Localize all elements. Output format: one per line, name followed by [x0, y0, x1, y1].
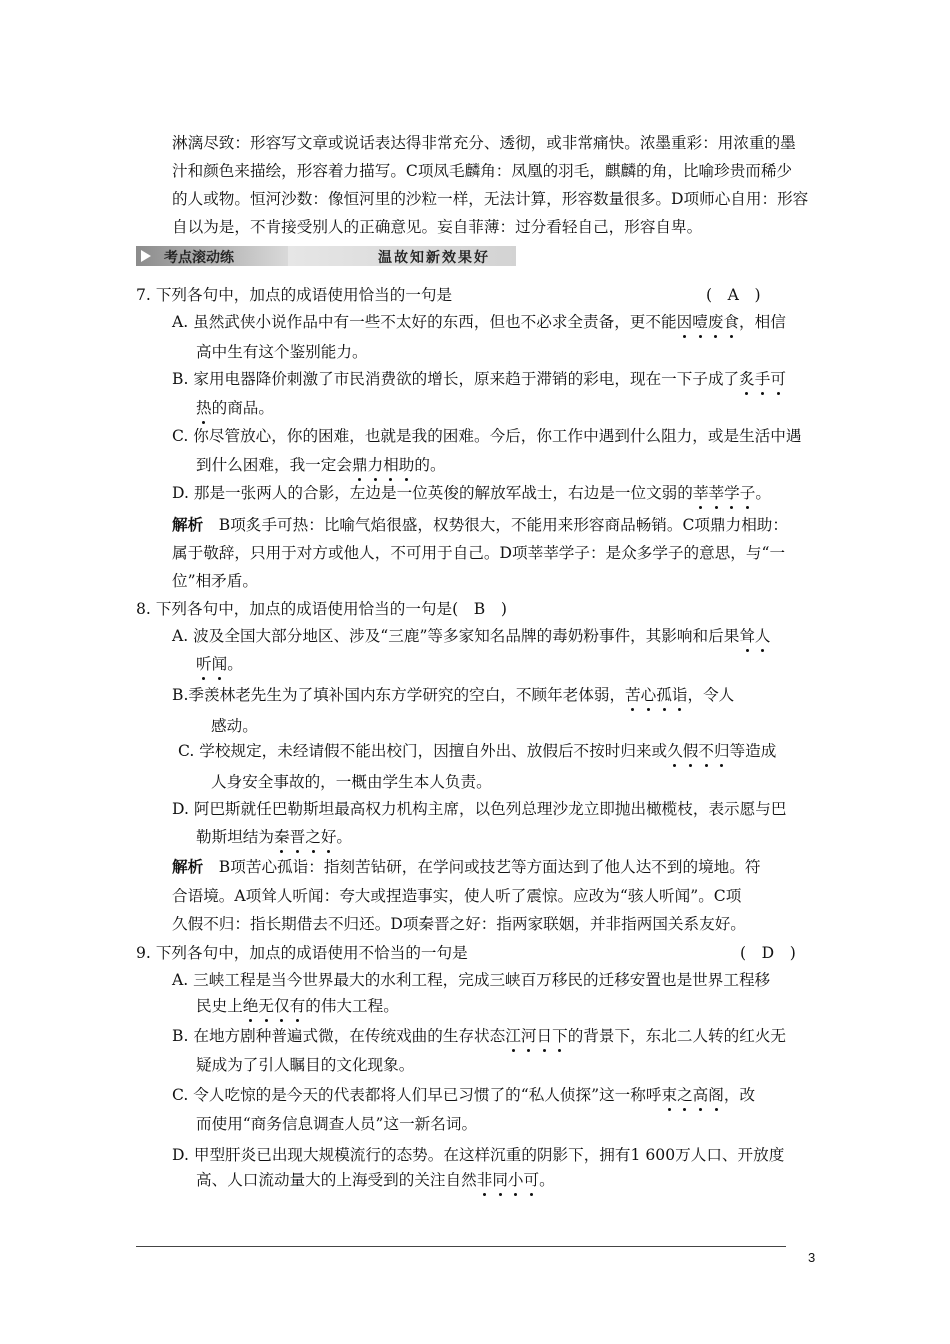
emphasis-char: 高	[692, 1086, 709, 1104]
emphasis-char: 助	[398, 456, 415, 474]
footer-rule	[136, 1246, 786, 1247]
q8-option-d-idiom	[274, 828, 336, 846]
q7-option-a-idiom	[677, 313, 739, 331]
q9-option-a-line-2: 民史上绝无仅有的伟大工程。	[196, 997, 399, 1015]
emphasis-char: 耸	[739, 627, 755, 645]
q8-option-c-line-1: C. 学校规定，未经请假不能出校门，因擅自外出、放假后不按时归来或久假不归等造成	[178, 742, 777, 760]
q7-option-c-line-1: C. 你尽管放心，你的困难，也就是我的困难。今后，你工作中遇到什么阻力，或是生活中遇	[172, 427, 802, 445]
q8-option-b-line-2: 感动。	[211, 717, 258, 735]
q9-option-d-line-2: 高、人口流动量大的上海受到的关注自然非同小可。	[196, 1171, 555, 1189]
q9-option-b-line-1: B. 在地方剧种普遍式微，在传统戏曲的生存状态江河日下的背景下，东北二人转的红火无	[172, 1027, 787, 1045]
q9-option-a-idiom	[243, 997, 305, 1015]
q7-option-b-line-1: B. 家用电器降价刺激了市民消费欲的增长，原来趋于滞销的彩电，现在一下子成了炙手可	[172, 370, 786, 388]
q8-option-a-idiom-part-2	[196, 655, 227, 673]
q9-option-c-line-1: C. 令人吃惊的是今天的代表都将人们早已习惯了的“私人侦探”这一称呼束之高阁，改	[172, 1086, 756, 1104]
emphasis-char: 可	[523, 1171, 540, 1189]
intro-line-3: 的人或物。恒河沙数：像恒河里的沙粒一样，无法计算，形容数量很多。D项师心自用：形容	[172, 190, 809, 208]
emphasis-char: 小	[507, 1171, 524, 1189]
emphasis-char: 心	[640, 686, 657, 704]
q8-option-d-line-1: D. 阿巴斯就任巴勒斯坦最高权力机构主席，以色列总理沙龙立即抛出橄榄枝，表示愿与巴	[172, 800, 787, 818]
intro-line-1: 淋漓尽致：形容写文章或说话表达得非常充分、透彻，或非常痛快。浓墨重彩：用浓重的墨	[172, 134, 796, 152]
emphasis-char: 听	[196, 655, 212, 673]
q7-explanation-line-2: 属于敬辞，只用于对方或他人，不可用于自己。D项莘莘学子：是众多学子的意思，与“一	[172, 544, 786, 562]
q8-explanation-line-3: 久假不归：指长期借去不归还。D项秦晋之好：指两家联姻，并非指两国关系友好。	[172, 915, 746, 933]
emphasis-char: 子	[739, 484, 756, 502]
emphasis-char: 归	[713, 742, 730, 760]
q8-option-a-idiom-part-1	[739, 627, 770, 645]
q7-explanation-line-1: 解析 B项炙手可热：比喻气焰很盛，权势很大，不能用来形容商品畅销。C项鼎力相助：	[172, 515, 788, 534]
q9-option-c-line-2: 而使用“商务信息调查人员”这一新名词。	[196, 1115, 478, 1133]
q7-answer: ( A )	[706, 286, 761, 304]
emphasis-char: 绝	[242, 997, 259, 1015]
q8-option-b-idiom	[625, 686, 687, 704]
emphasis-char: 可	[770, 370, 786, 388]
intro-line-4: 自以为是，不肯接受别人的正确意见。妄自菲薄：过分看轻自己，形容自卑。	[172, 218, 703, 236]
q7-option-d: D. 那是一张两人的合影，左边是一位英俊的解放军战士，右边是一位文弱的莘莘学子。	[172, 484, 771, 502]
emphasis-char: 相	[383, 456, 399, 474]
emphasis-char: 鼎	[351, 456, 368, 474]
emphasis-char: 因	[676, 313, 693, 331]
emphasis-char: 日	[536, 1027, 553, 1045]
q7-option-b-line-2: 热的商品。	[196, 399, 274, 417]
emphasis-char: 废	[707, 313, 724, 331]
banner-title: 考点滚动练	[164, 250, 234, 266]
q8-explanation-label: 解析	[172, 857, 204, 876]
emphasis-char: 下	[552, 1027, 568, 1045]
emphasis-char: 束	[661, 1086, 678, 1104]
emphasis-char: 莘	[708, 484, 725, 502]
emphasis-char: 无	[258, 997, 275, 1015]
q9-option-b-idiom	[505, 1027, 567, 1045]
page-number: 3	[808, 1250, 816, 1265]
emphasis-char: 学	[724, 484, 740, 502]
q9-option-b-line-2: 疑成为了引人瞩目的文化现象。	[196, 1056, 415, 1074]
emphasis-char: 同	[492, 1171, 508, 1189]
q8-option-a-line-2: 听闻。	[196, 655, 243, 673]
emphasis-char: 非	[476, 1171, 493, 1189]
q8-option-a-line-1: A. 波及全国大部分地区、涉及“三鹿”等多家知名品牌的毒奶粉事件，其影响和后果耸人	[172, 627, 771, 645]
q7-option-c-idiom	[352, 456, 414, 474]
q8-option-d-line-2: 勒斯坦结为秦晋之好。	[196, 828, 353, 846]
emphasis-char: 孤	[656, 686, 672, 704]
q9-stem: 9. 下列各句中，加点的成语使用不恰当的一句是	[136, 944, 468, 962]
q7-option-c-line-2: 到什么困难，我一定会鼎力相助的。	[196, 456, 446, 474]
emphasis-char: 仅	[274, 997, 290, 1015]
emphasis-char: 热	[196, 399, 212, 417]
emphasis-char: 假	[682, 742, 699, 760]
q9-option-d-idiom	[477, 1171, 539, 1189]
emphasis-char: 闻	[211, 655, 228, 673]
emphasis-char: 力	[367, 456, 384, 474]
emphasis-char: 噎	[692, 313, 708, 331]
emphasis-char: 手	[754, 370, 771, 388]
emphasis-char: 苦	[625, 686, 641, 704]
emphasis-char: 好	[320, 828, 337, 846]
emphasis-char: 之	[677, 1086, 693, 1104]
emphasis-char: 食	[723, 313, 740, 331]
q7-option-b-idiom-part-2	[196, 399, 212, 417]
emphasis-char: 阁	[708, 1086, 724, 1104]
q9-answer: ( D )	[740, 944, 796, 962]
q7-explanation-label: 解析	[172, 515, 204, 534]
q7-stem: 7. 下列各句中，加点的成语使用恰当的一句是	[136, 286, 453, 304]
q7-explanation-line-3: 位”相矛盾。	[172, 572, 258, 590]
play-arrow-icon	[141, 250, 151, 262]
q9-option-d-line-1: D. 甲型肝炎已出现大规模流行的态势。在这样沉重的阴影下，拥有1 600万人口、开放度	[172, 1146, 785, 1164]
emphasis-char: 炙	[739, 370, 755, 388]
q7-option-a-line-1: A. 虽然武侠小说作品中有一些不太好的东西，但也不必求全责备，更不能因噎废食，相信	[172, 313, 786, 331]
q8-explanation-line-1: 解析 B项苦心孤诣：指刻苦钻研，在学问或技艺等方面达到了他人达不到的境地。符	[172, 857, 761, 876]
emphasis-char: 莘	[692, 484, 709, 502]
emphasis-char: 不	[698, 742, 714, 760]
q8-option-b-line-1: B.季羡林老先生为了填补国内东方学研究的空白，不顾年老体弱，苦心孤诣，令人	[172, 686, 735, 704]
emphasis-char: 河	[520, 1027, 537, 1045]
q7-option-d-idiom	[693, 484, 755, 502]
q8-option-c-idiom	[667, 742, 729, 760]
banner-slogan: 温故知新效果好	[378, 250, 490, 266]
q9-option-a-line-1: A. 三峡工程是当今世界最大的水利工程，完成三峡百万移民的迁移安置也是世界工程移	[172, 971, 771, 989]
emphasis-char: 有	[289, 997, 306, 1015]
emphasis-char: 晋	[289, 828, 306, 846]
emphasis-char: 人	[754, 627, 771, 645]
emphasis-char: 江	[505, 1027, 521, 1045]
q8-explanation-line-2: 合语境。A项耸人听闻：夸大或捏造事实，使人听了震惊。应改为“骇人听闻”。C项	[172, 887, 742, 905]
emphasis-char: 诣	[671, 686, 688, 704]
q9-option-c-idiom	[661, 1086, 723, 1104]
emphasis-char: 秦	[273, 828, 290, 846]
emphasis-char: 久	[667, 742, 683, 760]
q8-stem: 8. 下列各句中，加点的成语使用恰当的一句是( B )	[136, 600, 507, 618]
section-banner	[136, 246, 516, 266]
q8-option-c-line-2: 人身安全事故的，一概由学生本人负责。	[211, 773, 492, 791]
emphasis-char: 之	[305, 828, 321, 846]
q7-option-b-idiom-part-1	[739, 370, 786, 388]
q7-option-a-line-2: 高中生有这个鉴别能力。	[196, 343, 368, 361]
intro-line-2: 汁和颜色来描绘，形容着力描写。C项凤毛麟角：凤凰的羽毛，麒麟的角，比喻珍贵而稀少	[172, 162, 793, 180]
